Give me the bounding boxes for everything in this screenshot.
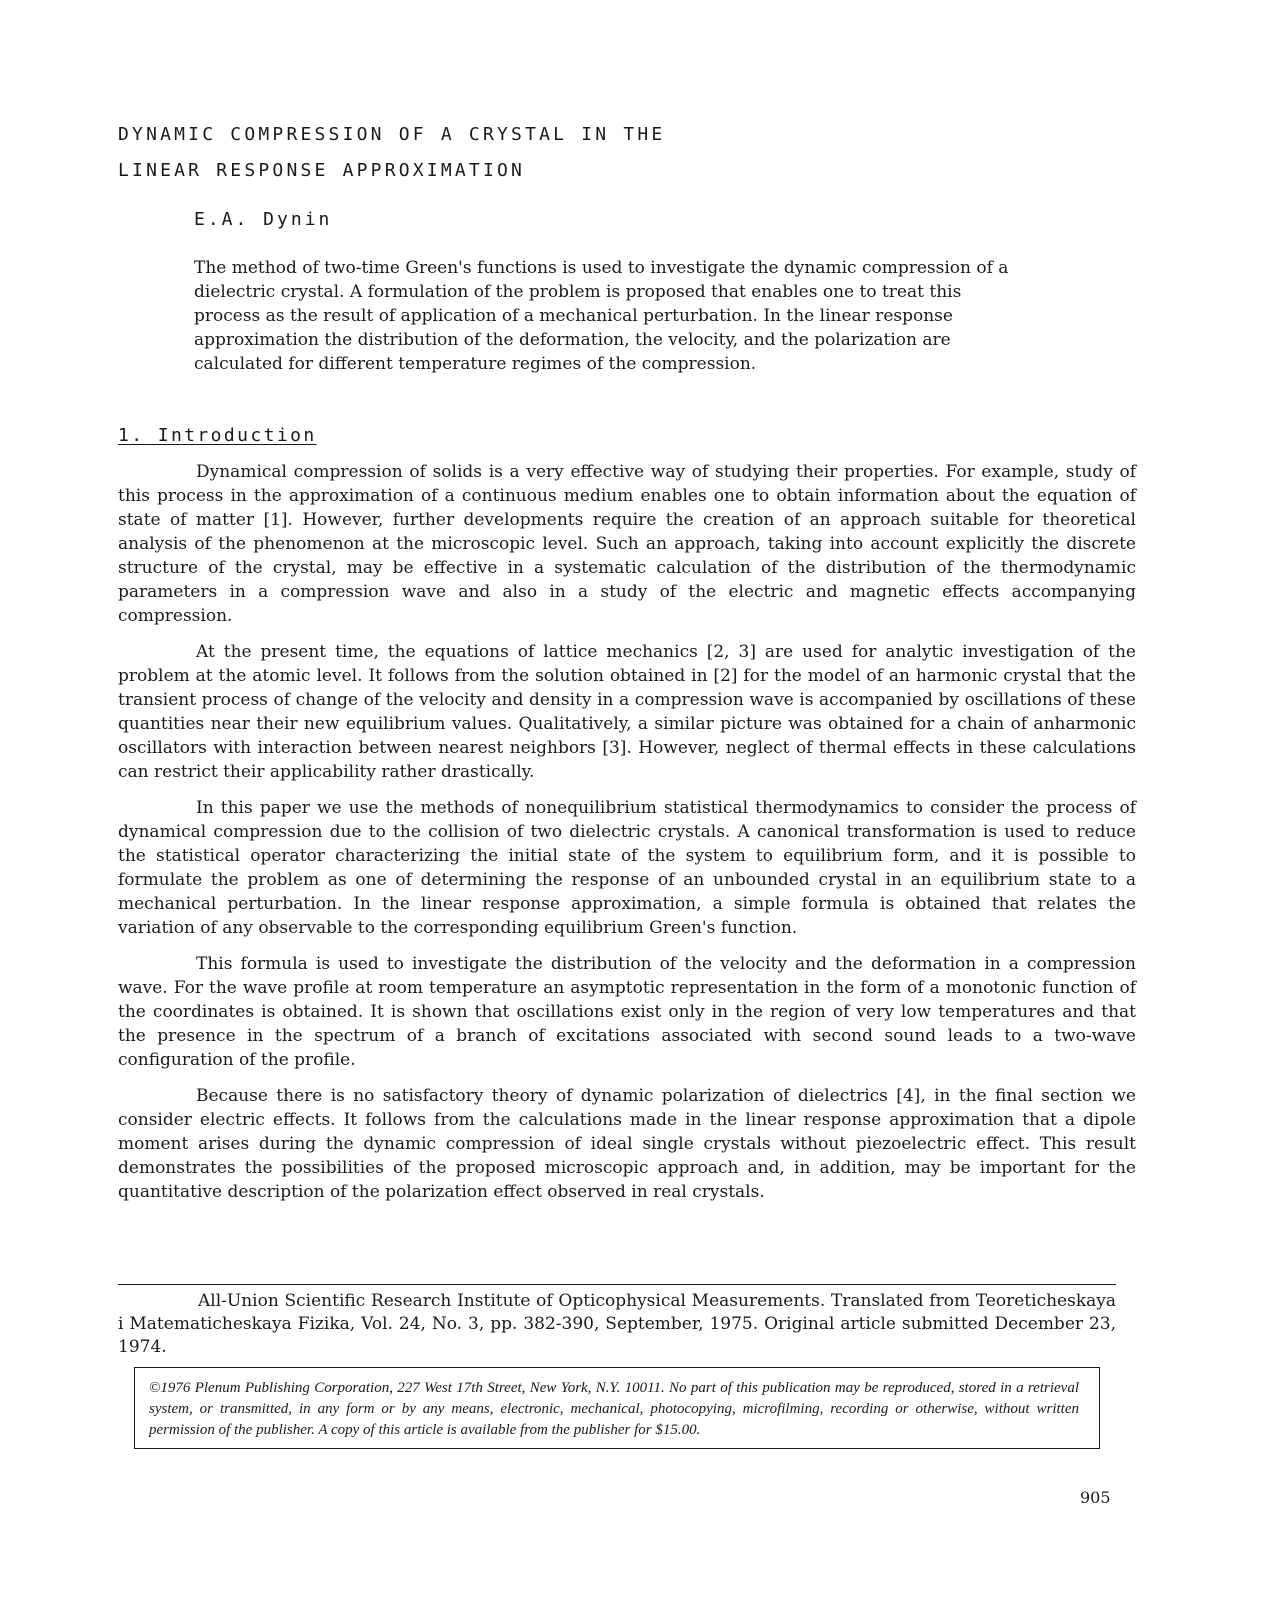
paragraph: Because there is no satisfactory theory of dynamic polarization of dielectrics [4], in the final section we consider electric effects. It follows from the calculations made in the linear response approximation that a dipole moment arises during the dynamic compression of ideal single crystals without piezoelectric effect. This result demonstrates the possibilities of the proposed microscopic approach and, in addition, may be important for the quantitative description of the polarization effect observed in real crystals. bbox=[118, 1086, 1136, 1202]
title-line-2: LINEAR RESPONSE APPROXIMATION bbox=[118, 160, 526, 181]
introduction-body bbox=[118, 460, 1136, 1216]
affiliation-footnote: All-Union Scientific Research Institute of Opticophysical Measurements. Translated from Teoreticheskaya i Matematicheskaya Fizika, Vol. 24, No. 3, pp. 382-390, September, 1975. Original article submitted December 23, 1974. bbox=[118, 1291, 1116, 1357]
paragraph: Dynamical compression of solids is a very effective way of studying their properties. For example, study of this process in the approximation of a continuous medium enables one to obtain information about the equation of state of matter [1]. However, further developments require the creation of an approach suitable for theoretical analysis of the phenomenon at the microscopic level. Such an approach, taking into account explicitly the discrete structure of the crystal, may be effective in a systematic calculation of the distribution of the thermodynamic parameters in a compression wave and also in a study of the electric and magnetic effects accompanying compression. bbox=[118, 462, 1136, 626]
page-number: 905 bbox=[1080, 1488, 1111, 1507]
paragraph: At the present time, the equations of lattice mechanics [2, 3] are used for analytic investigation of the problem at the atomic level. It follows from the solution obtained in [2] for the model of an harmonic crystal that the transient process of change of the velocity and density in a compression wave is accompanied by oscillations of these quantities near their new equilibrium values. Qualitatively, a similar picture was obtained for a chain of anharmonic oscillators with interaction between nearest neighbors [3]. However, neglect of thermal effects in these calculations can restrict their applicability rather drastically. bbox=[118, 642, 1136, 782]
copyright-box bbox=[134, 1367, 1100, 1449]
footnote-divider bbox=[118, 1284, 1116, 1285]
abstract: The method of two-time Green's functions is used to investigate the dynamic compression of a dielectric crystal. A formulation of the problem is proposed that enables one to treat this process as the result of application of a mechanical perturbation. In the linear response approximation the distribution of the deformation, the velocity, and the polarization are calculated for different temperature regimes of the compression. bbox=[194, 258, 1009, 374]
section-heading-introduction: 1. Introduction bbox=[118, 425, 317, 446]
author-name: E.A. Dynin bbox=[194, 209, 333, 230]
copyright-notice: ©1976 Plenum Publishing Corporation, 227 West 17th Street, New York, N.Y. 10011. No part of this publication may be reproduced, stored in a retrieval system, or transmitted, in any form or by any means, electronic, mechanical, photocopying, microfilming, recording or otherwise, without written permission of the publisher. A copy of this article is available from the publisher for $15.00. bbox=[149, 1380, 1079, 1438]
paragraph: This formula is used to investigate the distribution of the velocity and the deformation in a compression wave. For the wave profile at room temperature an asymptotic representation in the form of a monotonic function of the coordinates is obtained. It is shown that oscillations exist only in the region of very low temperatures and that the presence in the spectrum of a branch of excitations associated with second sound leads to a two-wave configuration of the profile. bbox=[118, 954, 1136, 1070]
title-line-1: DYNAMIC COMPRESSION OF A CRYSTAL IN THE bbox=[118, 124, 666, 145]
paragraph: In this paper we use the methods of nonequilibrium statistical thermodynamics to consider the process of dynamical compression due to the collision of two dielectric crystals. A canonical transformation is used to reduce the statistical operator characterizing the initial state of the system to equilibrium form, and it is possible to formulate the problem as one of determining the response of an unbounded crystal in an equilibrium state to a mechanical perturbation. In the linear response approximation, a simple formula is obtained that relates the variation of any observable to the corresponding equilibrium Green's function. bbox=[118, 798, 1136, 938]
